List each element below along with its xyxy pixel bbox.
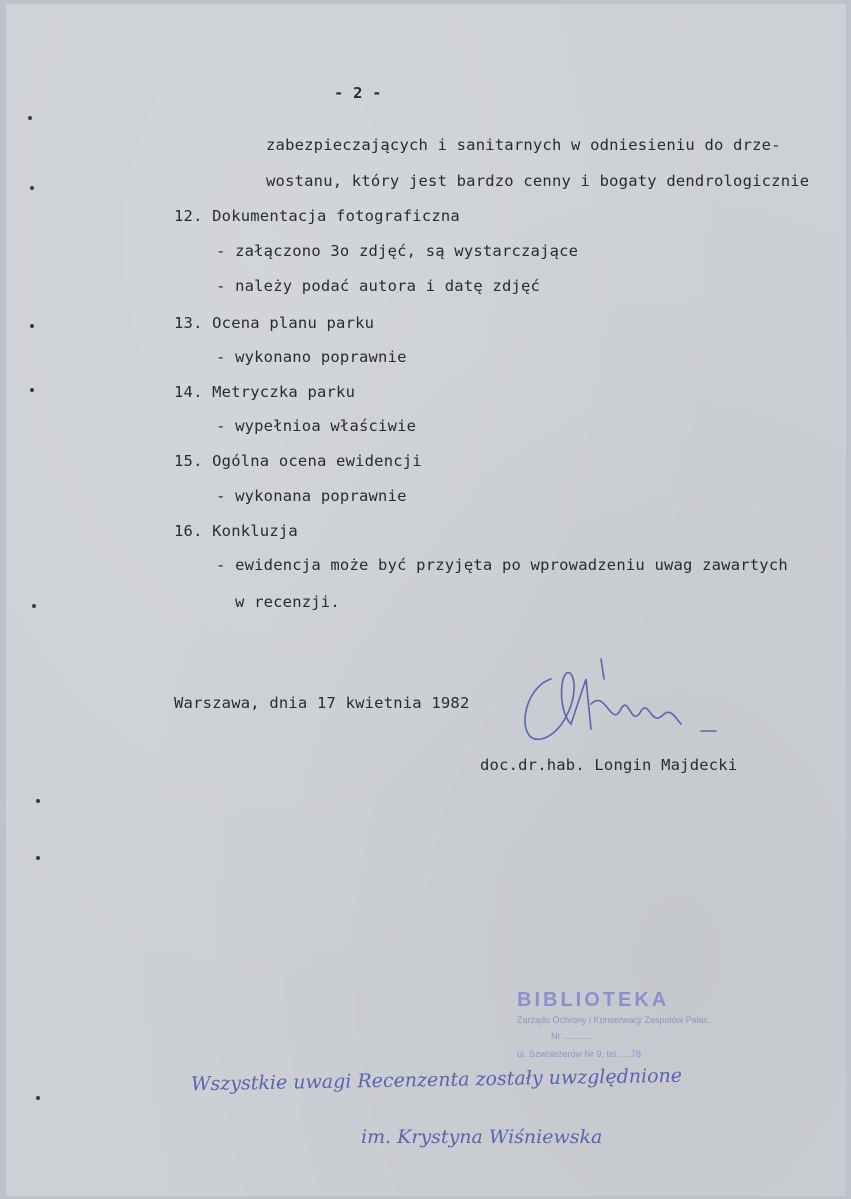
- item-12-note-1: - załączono 3o zdjęć, są wystarczające: [216, 242, 579, 260]
- margin-mark: [30, 388, 34, 392]
- continuation-line-1: zabezpieczających i sanitarnych w odniesieniu do drze-: [266, 136, 781, 154]
- item-16-note-2: w recenzji.: [235, 593, 340, 611]
- handwritten-signature: im. Krystyna Wiśniewska: [361, 1126, 603, 1148]
- place-date: Warszawa, dnia 17 kwietnia 1982: [174, 694, 470, 712]
- library-stamp: [511, 989, 751, 1069]
- signatory-name: doc.dr.hab. Longin Majdecki: [480, 756, 738, 774]
- item-14-heading: 14. Metryczka parku: [174, 383, 356, 401]
- item-13-note-1: - wykonano poprawnie: [216, 348, 407, 366]
- margin-mark: [36, 799, 40, 803]
- item-14-note-1: - wypełnioa właściwie: [216, 417, 417, 435]
- margin-mark: [36, 1096, 40, 1100]
- margin-mark: [28, 116, 32, 120]
- margin-mark: [30, 324, 34, 328]
- item-12-heading: 12. Dokumentacja fotograficzna: [174, 207, 460, 225]
- signature-scribble: [511, 649, 731, 759]
- item-13-heading: 13. Ocena planu parku: [174, 314, 375, 332]
- document-page: [6, 4, 846, 1196]
- item-16-note-1: - ewidencja może być przyjęta po wprowadzeniu uwag zawartych: [216, 556, 788, 574]
- margin-mark: [30, 186, 34, 190]
- stamp-title: BIBLIOTEKA: [517, 989, 670, 1011]
- handwritten-note: Wszystkie uwagi Recenzenta zostały uwzględnione: [190, 1064, 683, 1096]
- margin-mark: [36, 856, 40, 860]
- stamp-line-2: Nr ............: [551, 1031, 594, 1041]
- stamp-line-3: ul. Szwoleżerów Nr 9, tel. ....78: [517, 1049, 642, 1059]
- page-number: - 2 -: [334, 84, 382, 102]
- item-15-note-1: - wykonana poprawnie: [216, 487, 407, 505]
- item-12-note-2: - należy podać autora i datę zdjęć: [216, 277, 541, 295]
- item-16-heading: 16. Konkluzja: [174, 522, 298, 540]
- margin-mark: [32, 604, 36, 608]
- continuation-line-2: wostanu, który jest bardzo cenny i bogaty dendrologicznie: [266, 172, 810, 190]
- stamp-line-1: Zarządu Ochrony i Konserwacji Zespołów Pałac.: [517, 1015, 711, 1025]
- item-15-heading: 15. Ogólna ocena ewidencji: [174, 452, 422, 470]
